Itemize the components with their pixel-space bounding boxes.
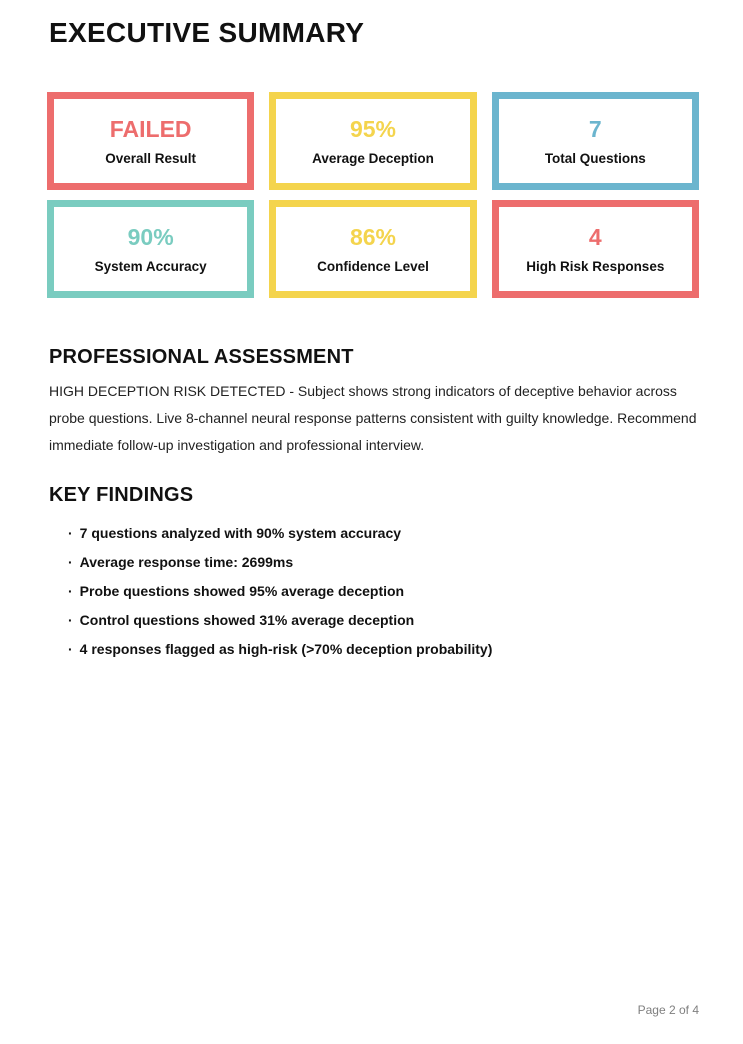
stat-card-system-accuracy [47, 200, 254, 298]
stat-card-overall-result [47, 92, 254, 190]
key-finding-item: · 4 responses flagged as high-risk (>70% deception probability) [49, 635, 699, 664]
stat-value-high-risk-responses: 4 [588, 224, 602, 250]
stat-label-total-questions: Total Questions [544, 151, 646, 166]
stat-value-total-questions: 7 [588, 116, 602, 142]
stat-value-average-deception: 95% [349, 116, 397, 142]
key-finding-item: · 7 questions analyzed with 90% system accuracy [49, 519, 699, 548]
stat-card-confidence-level [269, 200, 476, 298]
stat-card-average-deception [269, 92, 476, 190]
key-finding-item: · Average response time: 2699ms [49, 548, 699, 577]
stat-label-average-deception: Average Deception [312, 151, 434, 166]
stat-label-confidence-level: Confidence Level [317, 259, 429, 274]
page-number: Page 2 of 4 [637, 1003, 699, 1017]
stat-label-system-accuracy: System Accuracy [94, 259, 207, 274]
stat-card-high-risk-responses [492, 200, 699, 298]
stat-label-overall-result: Overall Result [105, 151, 197, 166]
page-title: EXECUTIVE SUMMARY [49, 17, 365, 48]
stat-value-overall-result: FAILED [109, 116, 192, 142]
section-heading-professional-assessment: PROFESSIONAL ASSESSMENT [49, 346, 354, 368]
key-finding-item: · Control questions showed 31% average deception [49, 606, 699, 635]
key-findings-list [49, 519, 699, 664]
stat-value-confidence-level: 86% [349, 224, 397, 250]
key-finding-item: · Probe questions showed 95% average deception [49, 577, 699, 606]
section-heading-key-findings: KEY FINDINGS [49, 484, 194, 506]
stat-value-system-accuracy: 90% [127, 224, 174, 250]
stat-card-total-questions [492, 92, 699, 190]
summary-stats-grid [47, 92, 699, 298]
stat-label-high-risk-responses: High Risk Responses [526, 259, 665, 274]
assessment-body-text: HIGH DECEPTION RISK DETECTED - Subject shows strong indicators of deceptive behavior across probe questions. Live 8-channel neural response patterns consistent with guilty knowledge. Recommend immediate follow-up investigation and professional interview. [49, 383, 697, 453]
